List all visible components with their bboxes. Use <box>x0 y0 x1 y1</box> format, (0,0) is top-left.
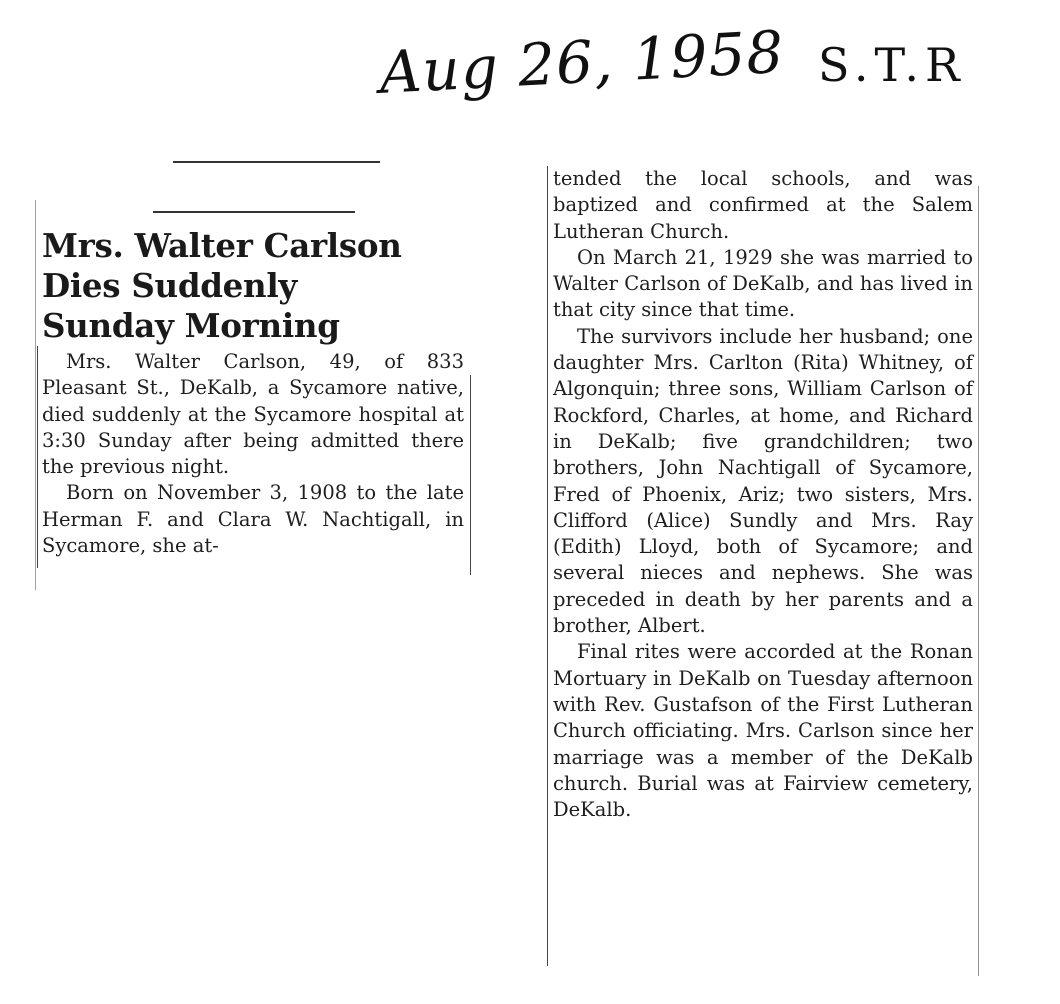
paragraph-marriage: On March 21, 1929 she was married to Walter Carlson of DeKalb, and has lived in that city since that time. <box>553 245 973 322</box>
headline-line-1: Mrs. Walter Carlson <box>42 226 402 265</box>
column-border-left <box>37 346 38 568</box>
article-column-left <box>42 349 464 559</box>
headline-line-3: Sunday Morning <box>42 306 340 345</box>
headline-line-2: Dies Suddenly <box>42 266 298 305</box>
handwritten-initials: S.T.R <box>818 38 966 92</box>
paragraph-final-rites: Final rites were accorded at the Ronan Mortuary in DeKalb on Tuesday afternoon with Rev. Gustafson of the First Lutheran Church officiating. Mrs. Carlson since her marriage was a member of the DeKalb church. Burial was at Fairview cemetery, DeKalb. <box>553 640 973 822</box>
column-border-right <box>547 166 548 966</box>
clipping-edge-right <box>978 186 979 976</box>
column-border-left-right <box>470 375 471 575</box>
article-column-right <box>553 166 973 823</box>
handwritten-date: Aug 26, 1958 <box>377 17 786 107</box>
paragraph-education: tended the local schools, and was baptized and confirmed at the Salem Lutheran Church. <box>553 167 973 243</box>
paragraph-death-notice: Mrs. Walter Carlson, 49, of 833 Pleasant St., DeKalb, a Sycamore native, died suddenly at the Sycamore hospital at 3:30 Sunday after being admitted there the previous night. <box>42 350 464 479</box>
clipping-edge-left <box>35 200 36 590</box>
article-headline <box>42 226 462 346</box>
column-rule-headline <box>153 211 355 213</box>
column-rule-top <box>173 161 380 163</box>
paragraph-survivors: The survivors include her husband; one daughter Mrs. Carlton (Rita) Whitney, of Algonquin; three sons, William Carlson of Rockford, Charles, at home, and Richard in DeKalb; five grandchildren; two brothers, John Nachtigall of Sycamore, Fred of Phoenix, Ariz; two sisters, Mrs. Clifford (Alice) Sundly and Mrs. Ray (Edith) Lloyd, both of Sycamore; and several nieces and nephews. She was preceded in death by her parents and a brother, Albert. <box>553 324 973 638</box>
paragraph-birth: Born on November 3, 1908 to the late Herman F. and Clara W. Nachtigall, in Sycamore, she at- <box>42 481 464 558</box>
